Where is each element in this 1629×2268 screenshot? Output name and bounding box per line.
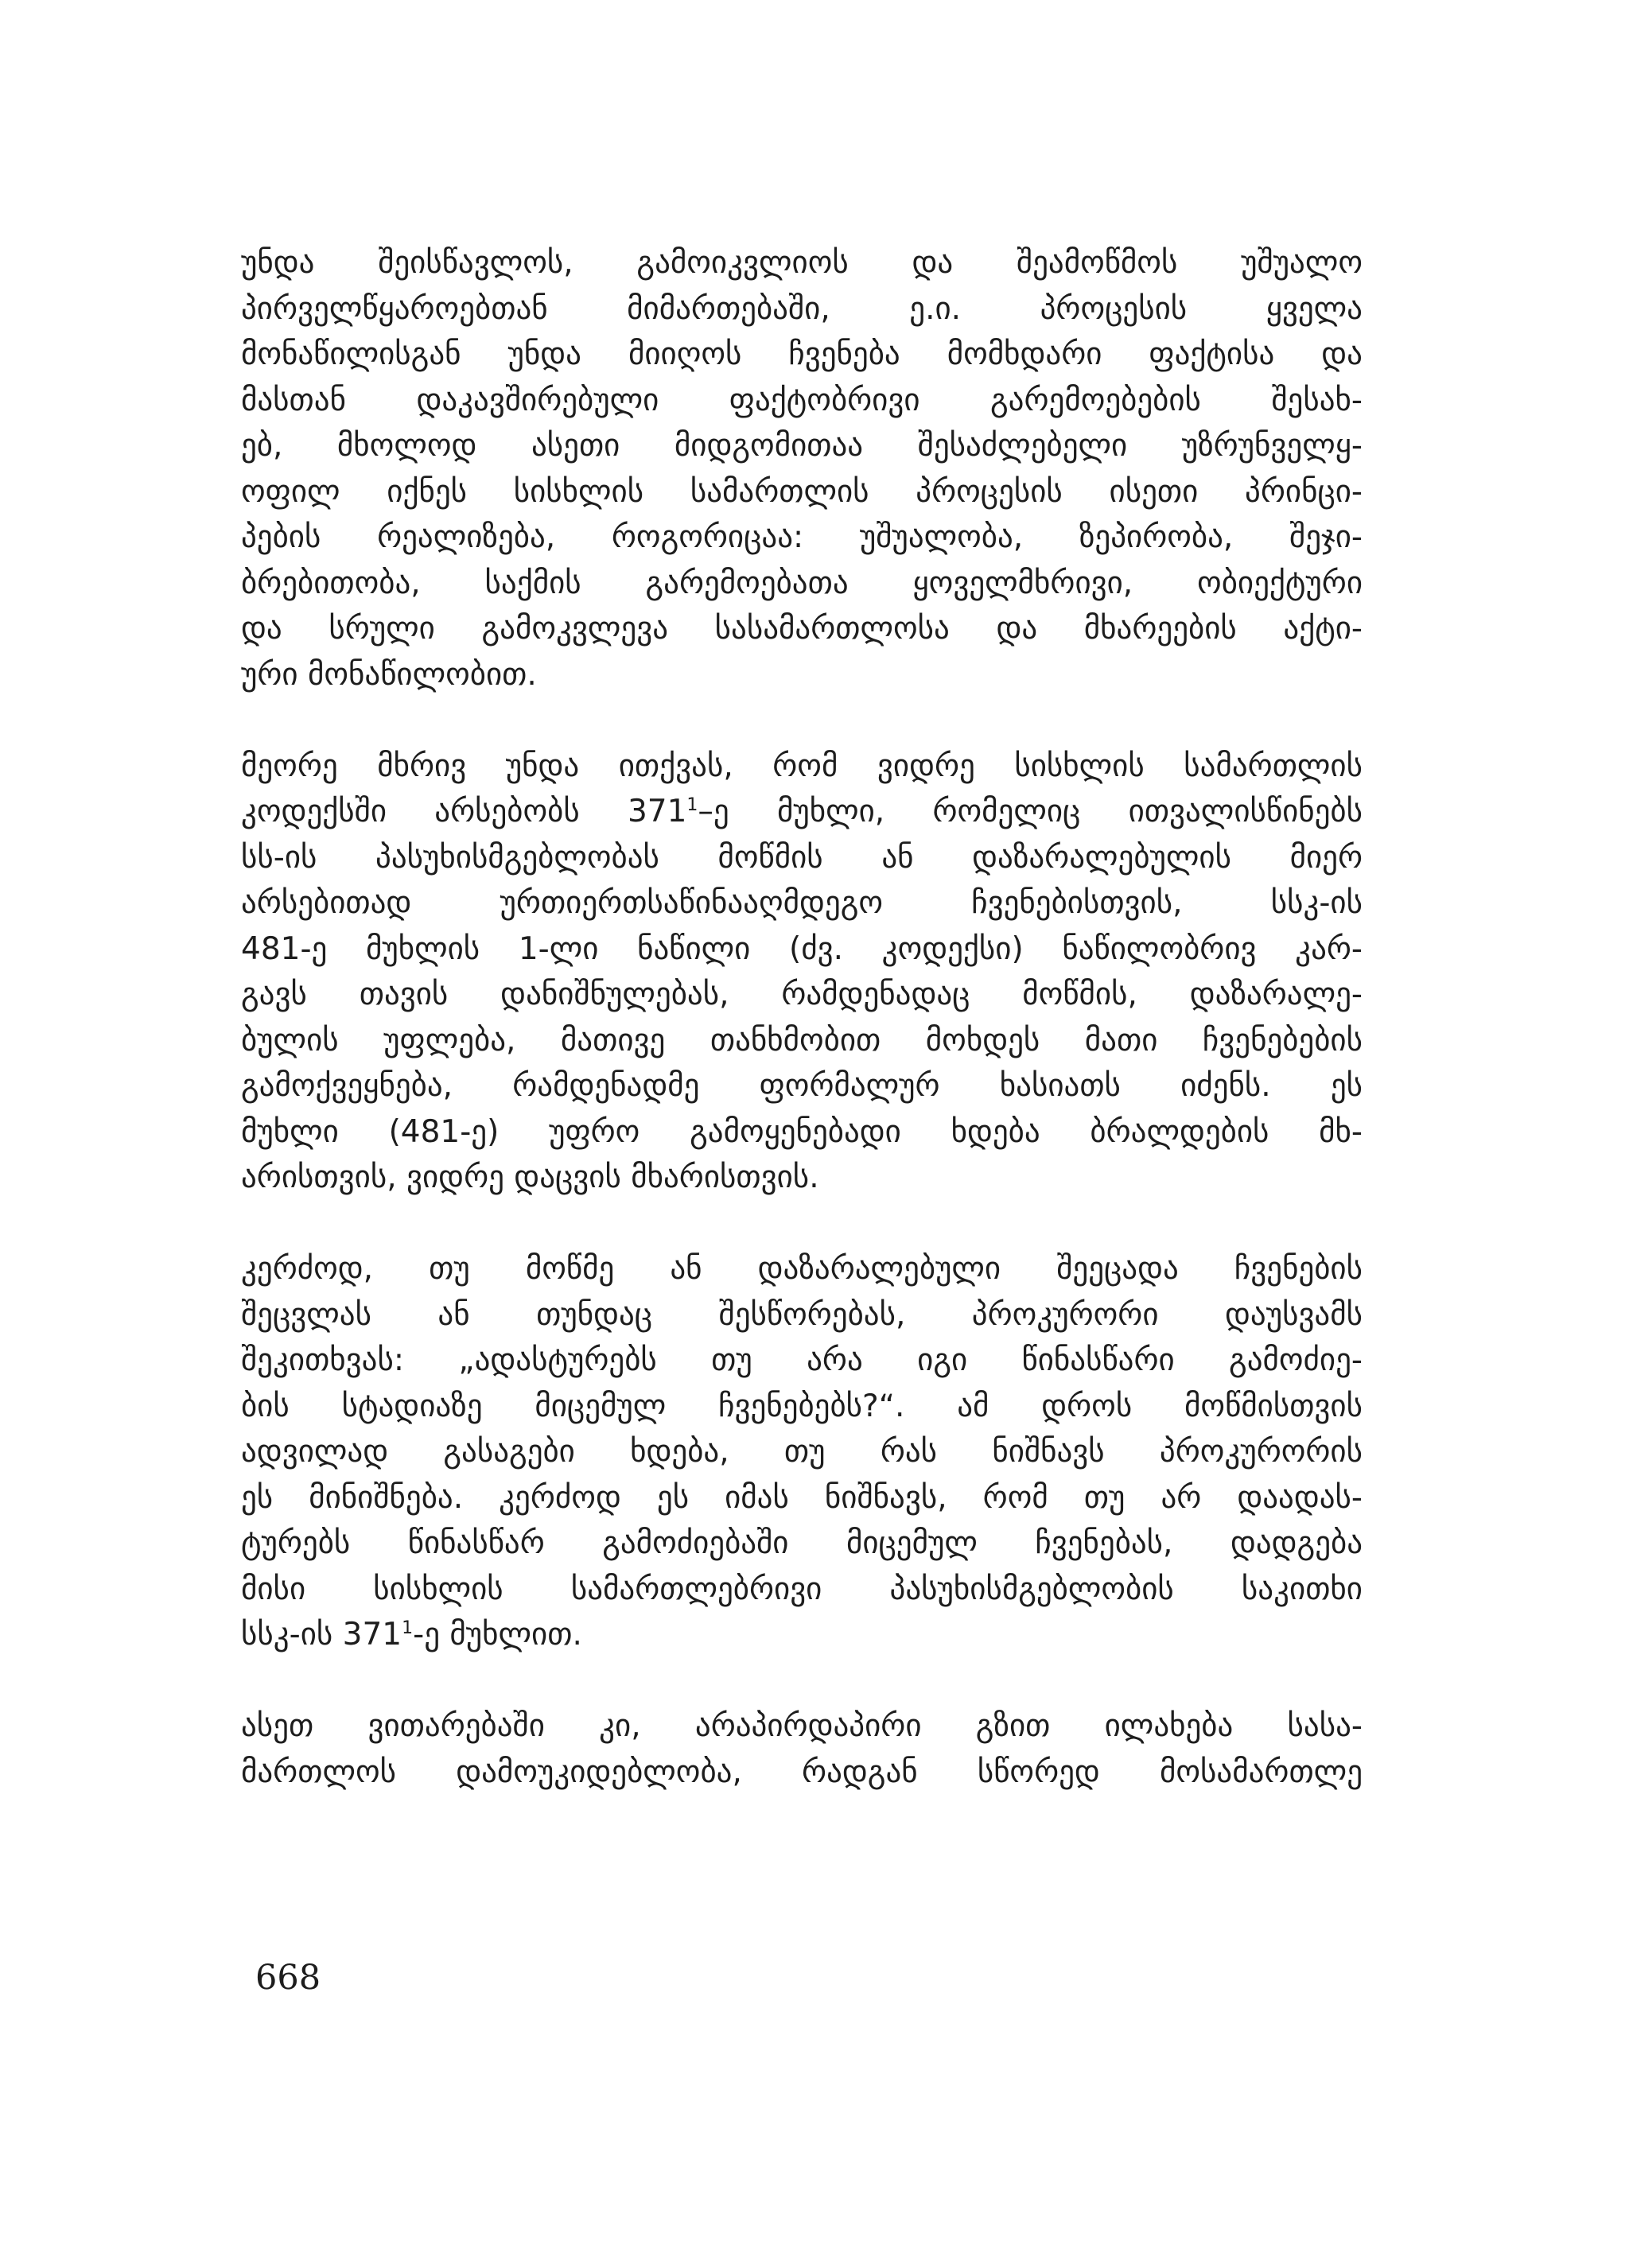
text-line	[241, 1612, 1363, 1658]
text-line: ური მონაწილობით.	[241, 656, 537, 693]
paragraph-spacer	[241, 697, 1363, 744]
text-line: მეორე მხრივ უნდა ითქვას, რომ ვიდრე სისხლის სამართლის	[241, 748, 1363, 784]
text-line: 481-ე მუხლის 1-ლი ნაწილი (ძვ. კოდექსი) ნაწილობრივ კარ-	[241, 930, 1363, 967]
text-line: მასთან დაკავშირებული ფაქტობრივი გარემოებების შესახ-	[241, 382, 1363, 418]
paragraph-spacer	[241, 1201, 1363, 1247]
text-line: შეცვლას ან თუნდაც შესწორებას, პროკურორი დაუსვამს	[241, 1296, 1363, 1333]
text-line: გავს თავის დანიშნულებას, რამდენადაც მოწმის, დაზარალე-	[241, 977, 1363, 1012]
text-segment: -ე მუხლით.	[413, 1617, 582, 1652]
text-line: ეს მინიშნება. კერძოდ ეს იმას ნიშნავს, რომ თუ არ დაადას-	[241, 1479, 1363, 1516]
text-segment: –ე მუხლი, რომელიც ითვალისწინებს	[698, 794, 1363, 829]
text-line: ასეთ ვითარებაში კი, არაპირდაპირი გზით ილახება სასა-	[241, 1708, 1363, 1744]
text-line: და სრული გამოკვლევა სასამართლოსა და მხარეების აქტი-	[241, 611, 1363, 647]
text-line: ოფილ იქნეს სისხლის სამართლის პროცესის ისეთი პრინცი-	[241, 473, 1363, 510]
text-line: პირველწყაროებთან მიმართებაში, ე.ი. პროცესის ყველა	[241, 290, 1363, 327]
text-line: ბის სტადიაზე მიცემულ ჩვენებებს?“. ამ დროს მოწმისთვის	[241, 1388, 1363, 1424]
text-line: პების რეალიზება, როგორიცაა: უშუალობა, ზეპირობა, შეჯი-	[241, 519, 1363, 555]
text-line: სს-ის პასუხისმგებლობას მოწმის ან დაზარალებულის მიერ	[241, 839, 1363, 876]
text-line: ადვილად გასაგები ხდება, თუ რას ნიშნავს პროკურორის	[241, 1434, 1363, 1470]
text-line: უნდა შეისწავლოს, გამოიკვლიოს და შეამოწმოს უშუალო	[241, 245, 1363, 281]
text-line: არისთვის, ვიდრე დაცვის მხარისთვის.	[241, 1159, 819, 1195]
text-line: მონაწილისგან უნდა მიიღოს ჩვენება მომხდარი ფაქტისა და	[241, 336, 1363, 372]
text-line: ბულის უფლება, მათივე თანხმობით მოხდეს მათი ჩვენებების	[241, 1022, 1363, 1058]
text-line: ბრებითობა, საქმის გარემოებათა ყოველმხრივი, ობიექტური	[241, 565, 1363, 601]
text-line: კერძოდ, თუ მოწმე ან დაზარალებული შეეცადა ჩვენების	[241, 1251, 1363, 1287]
text-line	[241, 789, 1363, 835]
paragraph-3	[241, 1246, 1363, 1658]
page-number: 668	[255, 1958, 321, 1998]
body-text	[241, 240, 1363, 1795]
superscript-marker: 1	[686, 795, 698, 815]
text-line: მუხლი (481-ე) უფრო გამოყენებადი ხდება ბრალდების მხ-	[241, 1113, 1363, 1150]
text-segment: კოდექსში არსებობს 371	[241, 794, 687, 829]
paragraph-spacer	[241, 1658, 1363, 1704]
superscript-marker: 1	[402, 1618, 414, 1638]
text-line: მართლოს დამოუკიდებლობა, რადგან სწორედ მოსამართლე	[241, 1753, 1363, 1790]
text-segment: სსკ-ის 371	[241, 1617, 402, 1652]
paragraph-4	[241, 1703, 1363, 1795]
text-line: შეკითხვას: „ადასტურებს თუ არა იგი წინასწარი გამოძიე-	[241, 1342, 1363, 1378]
text-line: მისი სისხლის სამართლებრივი პასუხისმგებლობის საკითხი	[241, 1571, 1363, 1607]
text-line: არსებითად ურთიერთსაწინააღმდეგო ჩვენებისთვის, სსკ-ის	[241, 885, 1363, 921]
paragraph-1	[241, 240, 1363, 697]
paragraph-2	[241, 744, 1363, 1201]
text-line: ებ, მხოლოდ ასეთი მიდგომითაა შესაძლებელი უზრუნველყ-	[241, 428, 1363, 464]
text-line: გამოქვეყნება, რამდენადმე ფორმალურ ხასიათს იძენს. ეს	[241, 1068, 1363, 1104]
text-line: ტურებს წინასწარ გამოძიებაში მიცემულ ჩვენებას, დადგება	[241, 1525, 1363, 1561]
